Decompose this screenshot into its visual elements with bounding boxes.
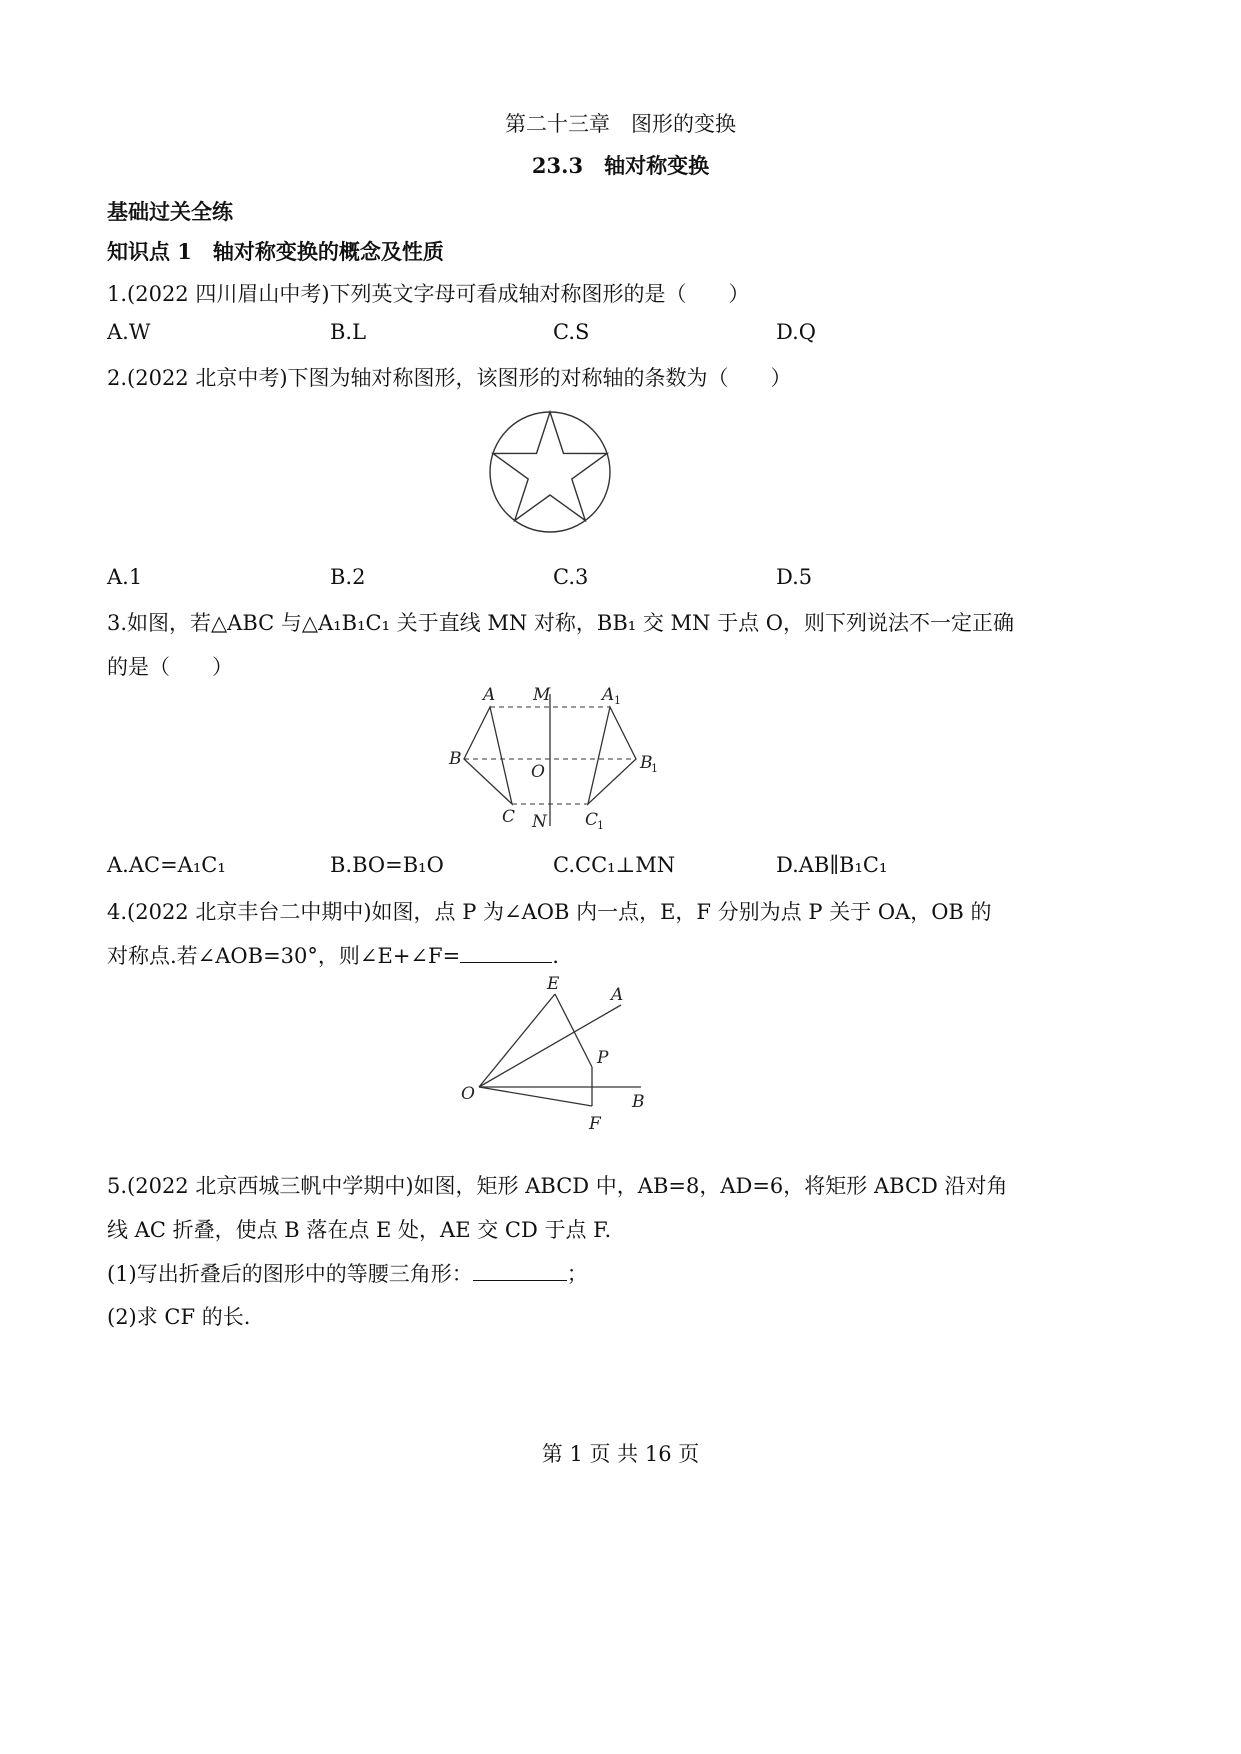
question-3-option-c[interactable]: C.CC₁⊥MN bbox=[553, 853, 676, 877]
circle-star-figure bbox=[480, 402, 620, 542]
question-4-line-2 bbox=[107, 940, 559, 970]
label-f: F bbox=[589, 1114, 601, 1134]
label-a1: A bbox=[602, 685, 615, 705]
question-2-text: 2.(2022 北京中考)下图为轴对称图形，该图形的对称轴的条数为（ ） bbox=[107, 366, 792, 390]
label-c1-sub: 1 bbox=[597, 819, 604, 832]
question-4-line-1: 4.(2022 北京丰台二中期中)如图，点 P 为∠AOB 内一点，E，F 分别为点 P 关于 OA，OB 的 bbox=[107, 900, 992, 924]
question-1-option-d[interactable]: D.Q bbox=[776, 320, 816, 344]
question-3-option-a[interactable]: A.AC=A₁C₁ bbox=[107, 853, 226, 877]
label-a1-sub: 1 bbox=[614, 694, 621, 707]
question-1-option-c[interactable]: C.S bbox=[553, 320, 590, 344]
knowledge-point-title: 知识点 1 轴对称变换的概念及性质 bbox=[107, 239, 444, 264]
chapter-title: 第二十三章 图形的变换 bbox=[505, 112, 736, 136]
question-5-line-1: 5.(2022 北京西城三帆中学期中)如图，矩形 ABCD 中，AB=8，AD=6，将矩形 ABCD 沿对角 bbox=[107, 1174, 1008, 1198]
section-title: 23.3 轴对称变换 bbox=[531, 153, 710, 178]
question-5-sub-2: (2)求 CF 的长. bbox=[107, 1305, 251, 1329]
label-a: A bbox=[483, 685, 496, 705]
label-n: N bbox=[532, 812, 547, 832]
answer-blank-q4[interactable] bbox=[460, 942, 552, 963]
label-c: C bbox=[502, 807, 516, 827]
symmetry-figure bbox=[440, 680, 680, 840]
question-2-option-d[interactable]: D.5 bbox=[776, 565, 813, 589]
question-4-line-2-text: 对称点.若∠AOB=30°，则∠E+∠F= bbox=[107, 944, 461, 968]
question-3-option-b[interactable]: B.BO=B₁O bbox=[330, 853, 444, 877]
question-4-period: . bbox=[552, 944, 559, 968]
answer-blank-q5[interactable] bbox=[473, 1260, 567, 1281]
question-3-line-2: 的是（ ） bbox=[107, 655, 233, 679]
label-b1: B bbox=[640, 753, 653, 773]
part-title: 基础过关全练 bbox=[107, 199, 233, 224]
question-3-option-d[interactable]: D.AB∥B₁C₁ bbox=[776, 853, 888, 877]
question-2-option-a[interactable]: A.1 bbox=[107, 565, 143, 589]
label-b1-sub: 1 bbox=[651, 762, 658, 775]
label-a: A bbox=[611, 985, 624, 1005]
label-b: B bbox=[449, 749, 462, 769]
question-2-option-b[interactable]: B.2 bbox=[330, 565, 366, 589]
question-2-option-c[interactable]: C.3 bbox=[553, 565, 589, 589]
label-o: O bbox=[461, 1084, 475, 1104]
label-o: O bbox=[531, 762, 545, 782]
angle-figure bbox=[455, 972, 665, 1137]
label-c1: C bbox=[585, 810, 599, 830]
question-5-sub-1-end: ； bbox=[566, 1262, 588, 1286]
question-1-option-a[interactable]: A.W bbox=[107, 320, 151, 344]
question-3-line-1: 3.如图，若△ABC 与△A₁B₁C₁ 关于直线 MN 对称，BB₁ 交 MN 于点 O，则下列说法不一定正确 bbox=[107, 611, 1014, 635]
question-5-sub-1 bbox=[107, 1258, 588, 1288]
question-1-text: 1.(2022 四川眉山中考)下列英文字母可看成轴对称图形的是（ ） bbox=[107, 282, 750, 306]
label-p: P bbox=[597, 1048, 609, 1068]
page-footer: 第 1 页 共 16 页 bbox=[541, 1442, 700, 1466]
question-5-line-2: 线 AC 折叠，使点 B 落在点 E 处，AE 交 CD 于点 F. bbox=[107, 1218, 612, 1242]
question-1-option-b[interactable]: B.L bbox=[330, 320, 367, 344]
label-b: B bbox=[632, 1092, 645, 1112]
label-m: M bbox=[533, 685, 551, 705]
question-5-sub-1-text: (1)写出折叠后的图形中的等腰三角形： bbox=[107, 1262, 473, 1286]
label-e: E bbox=[547, 974, 560, 994]
